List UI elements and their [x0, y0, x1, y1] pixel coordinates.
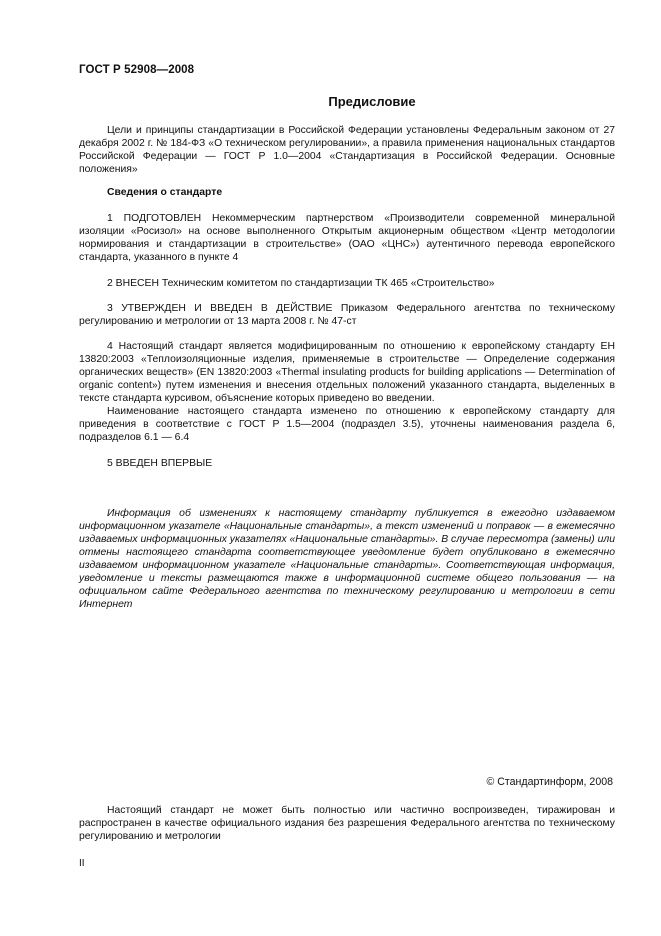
page-title: Предисловие — [328, 94, 416, 109]
copyright-line: © Стандартинформ, 2008 — [486, 776, 613, 788]
document-code: ГОСТ Р 52908—2008 — [79, 64, 195, 76]
intro-paragraph: Цели и принципы стандартизации в Российской Федерации установлены Федеральным законом от 27 декабря 2002 г. № 184-ФЗ «О техническом регулировании», а правила применения национальных стандартов Российской Федерации — ГОСТ Р 1.0—2004 «Стандартизация в Российской Федерации. Основные положения» — [79, 125, 615, 175]
item-2-paragraph: 2 ВНЕСЕН Техническим комитетом по стандартизации ТК 465 «Строительство» — [107, 278, 495, 289]
reproduction-notice-paragraph: Настоящий стандарт не может быть полностью или частично воспроизведен, тиражирован и распространен в качестве официального издания без разрешения Федерального агентства по техническому регулированию и метрологии — [79, 805, 615, 842]
item-1-paragraph: 1 ПОДГОТОВЛЕН Некоммерческим партнерством «Производители современной минеральной изоляции «Росизол» на основе выполненного Открытым акционерным обществом «Центр методологии нормирования и стандартизации в строительстве» (ОАО «ЦНС») аутентичного перевода европейского стандарта, указанного в пункте 4 — [79, 213, 615, 263]
page-number: II — [79, 858, 85, 869]
section-heading: Сведения о стандарте — [107, 187, 223, 198]
item-4-paragraph: 4 Настоящий стандарт является модифицированным по отношению к европейскому стандарту ЕН 13820:2003 «Теплоизоляционные изделия, применяемые в строительстве — Определение содержания органических веществ» (EN 13820:2003 «Thermal insulating products for building applications — Determination of organic content») путем изменения и внесения отдельных положений указанного стандарта, выделенных в тексте стандарта курсивом, объяснение которых приведено во введении. — [79, 341, 615, 404]
item-4-continuation-paragraph: Наименование настоящего стандарта изменено по отношению к европейскому стандарту для приведения в соответствие с ГОСТ Р 1.5—2004 (подраздел 3.5), уточнены наименования раздела 6, подразделов 6.1 — 6.4 — [79, 406, 615, 443]
item-3-paragraph: 3 УТВЕРЖДЕН И ВВЕДЕН В ДЕЙСТВИЕ Приказом Федерального агентства по техническому регулированию и метрологии от 13 марта 2008 г. № 47-ст — [79, 303, 615, 327]
change-notice-paragraph: Информация об изменениях к настоящему стандарту публикуется в ежегодно издаваемом информационном указателе «Национальные стандарты», а текст изменений и поправок — в ежемесячно издаваемых информационных указателях «Национальные стандарты». В случае пересмотра (замены) или отмены настоящего стандарта соответствующее уведомление будет опубликовано в ежемесячно издаваемом информационном указателе «Национальные стандарты». Соответствующая информация, уведомление и тексты размещаются также в информационной системе общего пользования — на официальном сайте Федерального агентства по техническому регулированию и метрологии в сети Интернет — [79, 508, 615, 610]
item-5-paragraph: 5 ВВЕДЕН ВПЕРВЫЕ — [107, 458, 213, 469]
